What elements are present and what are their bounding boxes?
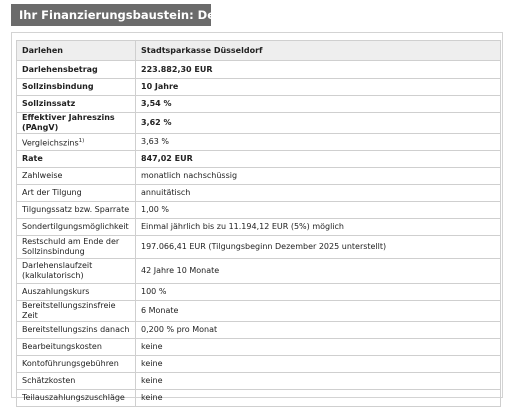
row-label-text: Auszahlungskurs	[22, 287, 90, 296]
row-label-text: Zahlweise	[22, 171, 63, 180]
row-label-text: Tilgungssatz bzw. Sparrate	[22, 205, 130, 214]
row-value: 847,02 EUR	[136, 151, 501, 168]
row-label-text: Restschuld am Ende der Sollzinsbindung	[22, 237, 120, 256]
row-value: 10 Jahre	[136, 79, 501, 96]
row-label	[17, 185, 136, 202]
row-value: keine	[136, 373, 501, 390]
row-value: keine	[136, 390, 501, 407]
table-row	[17, 96, 501, 113]
row-label	[17, 236, 136, 259]
table-row	[17, 185, 501, 202]
row-value: keine	[136, 339, 501, 356]
row-label	[17, 151, 136, 168]
row-value: keine	[136, 356, 501, 373]
table-row	[17, 339, 501, 356]
table-row	[17, 151, 501, 168]
table-row	[17, 61, 501, 79]
row-label	[17, 113, 136, 134]
row-label-text: Effektiver Jahreszins (PAngV)	[22, 113, 115, 132]
table-row	[17, 259, 501, 284]
row-label-text: Art der Tilgung	[22, 188, 82, 197]
table-row	[17, 79, 501, 96]
table-header-row	[17, 41, 501, 61]
row-label	[17, 168, 136, 185]
row-label-text: Sondertilgungsmöglichkeit	[22, 222, 129, 231]
table-row	[17, 202, 501, 219]
row-label-text: Rate	[22, 154, 43, 163]
row-value: 3,54 %	[136, 96, 501, 113]
row-label	[17, 96, 136, 113]
row-label-text: Schätzkosten	[22, 376, 76, 385]
table-row	[17, 113, 501, 134]
table-row	[17, 284, 501, 301]
row-label	[17, 259, 136, 284]
row-label	[17, 284, 136, 301]
row-label-text: Bearbeitungskosten	[22, 342, 102, 351]
row-label	[17, 390, 136, 407]
table-row	[17, 356, 501, 373]
row-label	[17, 322, 136, 339]
row-label	[17, 301, 136, 322]
row-value: 6 Monate	[136, 301, 501, 322]
details-panel	[11, 32, 503, 402]
table-row	[17, 168, 501, 185]
row-value: 3,63 %	[136, 134, 501, 151]
table-row	[17, 134, 501, 151]
header-value-cell: Stadtsparkasse Düsseldorf	[136, 41, 501, 61]
table-row	[17, 322, 501, 339]
row-label	[17, 79, 136, 96]
row-value: 100 %	[136, 284, 501, 301]
row-label-text: Bereitstellungszinsfreie Zeit	[22, 301, 116, 320]
row-label	[17, 339, 136, 356]
table-row	[17, 301, 501, 322]
table-row	[17, 390, 501, 407]
row-value: 223.882,30 EUR	[136, 61, 501, 79]
row-label	[17, 373, 136, 390]
row-value: 1,00 %	[136, 202, 501, 219]
row-value: monatlich nachschüssig	[136, 168, 501, 185]
footnote-marker: 1)	[78, 137, 85, 144]
row-label	[17, 219, 136, 236]
row-value: 0,200 % pro Monat	[136, 322, 501, 339]
row-value: 197.066,41 EUR (Tilgungsbeginn Dezember 2025 unterstellt)	[136, 236, 501, 259]
row-label-text: Darlehenslaufzeit (kalkulatorisch)	[22, 261, 93, 280]
row-label-text: Darlehensbetrag	[22, 64, 98, 74]
section-title: Ihr Finanzierungsbaustein: Details	[11, 4, 211, 26]
table-row	[17, 373, 501, 390]
row-value: annuitätisch	[136, 185, 501, 202]
row-label-text: Teilauszahlungszuschläge	[22, 393, 125, 402]
header-label-cell: Darlehen	[17, 41, 136, 61]
details-table	[16, 40, 501, 407]
table-row	[17, 219, 501, 236]
row-label	[17, 202, 136, 219]
row-value: Einmal jährlich bis zu 11.194,12 EUR (5%) möglich	[136, 219, 501, 236]
table-row	[17, 236, 501, 259]
row-value: 3,62 %	[136, 113, 501, 134]
row-label	[17, 61, 136, 79]
row-label-text: Sollzinsbindung	[22, 82, 94, 91]
row-label-text: Vergleichszins	[22, 138, 79, 148]
row-value: 42 Jahre 10 Monate	[136, 259, 501, 284]
row-label-text: Bereitstellungszins danach	[22, 325, 130, 334]
row-label-text: Kontoführungsgebühren	[22, 359, 119, 368]
row-label	[17, 134, 136, 151]
row-label	[17, 356, 136, 373]
row-label-text: Sollzinssatz	[22, 99, 76, 108]
